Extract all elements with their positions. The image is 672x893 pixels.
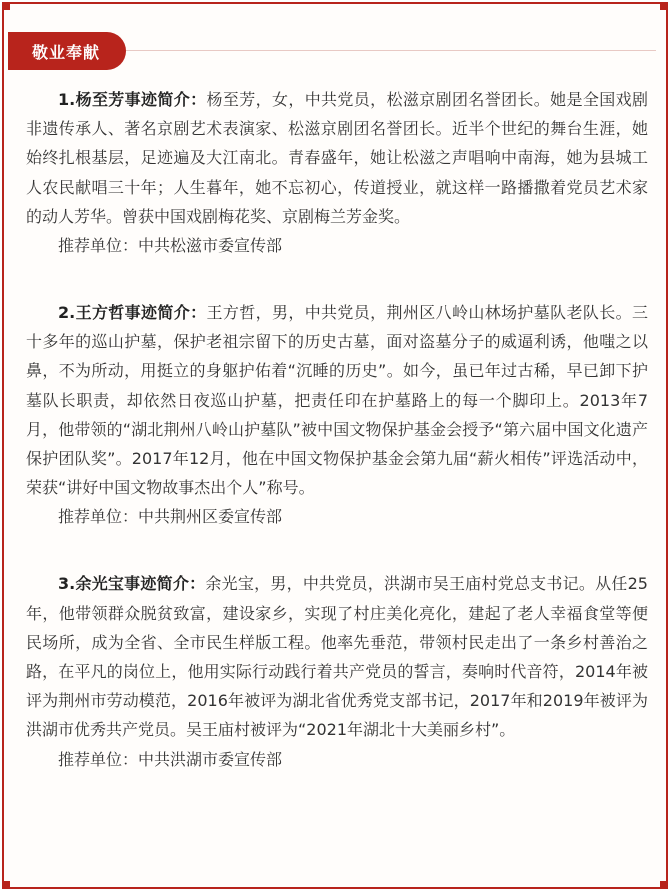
- frame-corner-decoration: [660, 2, 668, 10]
- entry-body: 杨至芳，女，中共党员，松滋京剧团名誉团长。她是全国戏剧非遗传承人、著名京剧艺术表演家、松滋京剧团名誉团长。近半个世纪的舞台生涯，她始终扎根基层，足迹遍及大江南北。青春盛年，她让松滋之声唱响中南海，她为县城工人农民献唱三十年；人生暮年，她不忘初心，传道授业，就这样一路播撒着党员艺术家的动人芳华。曾获中国戏剧梅花奖、京剧梅兰芳金奖。: [26, 90, 648, 226]
- entry-recommend: 推荐单位：中共洪湖市委宣传部: [58, 749, 283, 769]
- entry-paragraph: [26, 569, 648, 744]
- entry-recommend: 推荐单位：中共荆州区委宣传部: [58, 507, 283, 527]
- entry-body: 余光宝，男，中共党员，洪湖市吴王庙村党总支书记。从任25年，他带领群众脱贫致富，建设家乡，实现了村庄美化亮化，建起了老人幸福食堂等便民场所，成为全省、全市民生样版工程。他率先垂范，带领村民走出了一条乡村善治之路，在平凡的岗位上，他用实际行动践行着共产党员的誓言，奏响时代音符，2014年被评为荆州市劳动模范，2016年被评为湖北省优秀党支部书记，2017年和2019年被评为洪湖市优秀共产党员。吴王庙村被评为“2021年湖北十大美丽乡村”。: [26, 574, 648, 740]
- entry-recommend: 推荐单位：中共松滋市委宣传部: [58, 236, 283, 256]
- article-content: [26, 85, 648, 812]
- entry-paragraph: [26, 298, 648, 502]
- frame-corner-decoration: [2, 2, 10, 10]
- frame-corner-decoration: [2, 881, 10, 889]
- section-tab: [8, 32, 126, 70]
- tab-divider: [126, 50, 656, 51]
- entry-heading: 2.王方哲事迹简介：: [58, 303, 207, 323]
- entry-body: 王方哲，男，中共党员，荆州区八岭山林场护墓队老队长。三十多年的巡山护墓，保护老祖宗留下的历史古墓，面对盗墓分子的威逼利诱，他嗤之以鼻，不为所动，用挺立的身躯护佑着“沉睡的历史”。如今，虽已年过古稀，早已卸下护墓队长职责，却依然日夜巡山护墓，把责任印在护墓路上的每一个脚印上。2013年7月，他带领的“湖北荆州八岭山护墓队”被中国文物保护基金会授予“第六届中国文化遗产保护团队奖”。2017年12月，他在中国文物保护基金会第九届“薪火相传”评选活动中，荣获“讲好中国文物故事杰出个人”称号。: [26, 303, 648, 498]
- entry-yu-guangbao: [26, 569, 648, 773]
- frame-corner-decoration: [660, 881, 668, 889]
- entry-yang-zhifang: [26, 85, 648, 260]
- entry-paragraph: [26, 85, 648, 231]
- entry-heading: 3.余光宝事迹简介：: [58, 574, 206, 594]
- entry-wang-fangzhe: [26, 298, 648, 531]
- entry-heading: 1.杨至芳事迹简介：: [58, 90, 207, 109]
- section-tab-title: 敬业奉献: [32, 42, 101, 62]
